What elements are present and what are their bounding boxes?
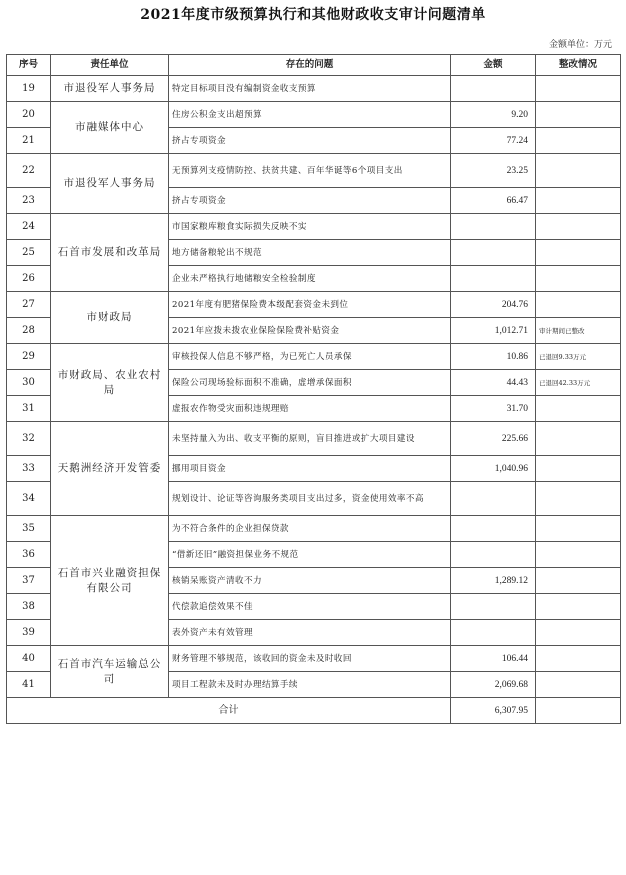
issue-text: 市国家粮库粮食实际损失反映不实 — [169, 214, 451, 240]
row-number: 25 — [7, 240, 51, 266]
table-row — [7, 292, 621, 318]
issue-text: 企业未严格执行地储粮安全检验制度 — [169, 266, 451, 292]
table-row — [7, 102, 621, 128]
rectification-status — [536, 516, 621, 542]
amount-value: 9.20 — [451, 102, 536, 128]
issue-text: 为不符合条件的企业担保贷款 — [169, 516, 451, 542]
rectification-status — [536, 102, 621, 128]
header-amount: 金额 — [451, 55, 536, 76]
rectification-status — [536, 188, 621, 214]
rectification-status — [536, 76, 621, 102]
amount-value — [451, 240, 536, 266]
issue-text: 审核投保人信息不够严格，为已死亡人员承保 — [169, 344, 451, 370]
row-number: 39 — [7, 620, 51, 646]
rectification-status — [536, 292, 621, 318]
rectification-status — [536, 456, 621, 482]
rectification-status — [536, 646, 621, 672]
issue-text: 核销呆账资产清收不力 — [169, 568, 451, 594]
responsible-unit: 石首市兴业融资担保有限公司 — [51, 516, 169, 646]
issue-text: 项目工程款未及时办理结算手续 — [169, 672, 451, 698]
rectification-status: 已退回42.33万元 — [536, 370, 621, 396]
issue-text: 2021年度有肥猪保险费本级配套资金未到位 — [169, 292, 451, 318]
amount-value — [451, 214, 536, 240]
amount-value: 1,012.71 — [451, 318, 536, 344]
issue-text: 挤占专项资金 — [169, 128, 451, 154]
total-row — [7, 698, 621, 724]
row-number: 38 — [7, 594, 51, 620]
row-number: 34 — [7, 482, 51, 516]
total-label: 合计 — [7, 698, 451, 724]
amount-value — [451, 76, 536, 102]
issue-text: 挤占专项资金 — [169, 188, 451, 214]
issue-text: 住房公积金支出超预算 — [169, 102, 451, 128]
responsible-unit: 石首市发展和改革局 — [51, 214, 169, 292]
responsible-unit: 石首市汽车运输总公司 — [51, 646, 169, 698]
rectification-status — [536, 568, 621, 594]
responsible-unit: 市财政局、农业农村局 — [51, 344, 169, 422]
amount-value — [451, 266, 536, 292]
rectification-status — [536, 594, 621, 620]
total-amount: 6,307.95 — [451, 698, 536, 724]
issue-text: 特定目标项目没有编制资金收支预算 — [169, 76, 451, 102]
issue-text: 保险公司现场验标面积不准确，虚增承保面积 — [169, 370, 451, 396]
row-number: 37 — [7, 568, 51, 594]
rectification-status — [536, 542, 621, 568]
issue-text: 挪用项目资金 — [169, 456, 451, 482]
responsible-unit: 天鹅洲经济开发管委 — [51, 422, 169, 516]
table-body — [7, 76, 621, 698]
responsible-unit: 市退役军人事务局 — [51, 154, 169, 214]
issue-text: 地方储备粮轮出不规范 — [169, 240, 451, 266]
issue-text: 规划设计、论证等咨询服务类项目支出过多，资金使用效率不高 — [169, 482, 451, 516]
table-row — [7, 76, 621, 102]
issue-text: 无预算列支疫情防控、扶贫共建、百年华诞等6个项目支出 — [169, 154, 451, 188]
issue-text: 表外资产未有效管理 — [169, 620, 451, 646]
unit-note: 金额单位：万元 — [548, 40, 612, 50]
rectification-status — [536, 214, 621, 240]
rectification-status — [536, 672, 621, 698]
rectification-status — [536, 482, 621, 516]
amount-value: 10.86 — [451, 344, 536, 370]
amount-value: 1,040.96 — [451, 456, 536, 482]
row-number: 22 — [7, 154, 51, 188]
row-number: 32 — [7, 422, 51, 456]
amount-value: 66.47 — [451, 188, 536, 214]
table-header-row — [7, 55, 621, 76]
header-unit: 责任单位 — [51, 55, 169, 76]
rectification-status — [536, 266, 621, 292]
table-row — [7, 344, 621, 370]
table-row — [7, 154, 621, 188]
total-status — [536, 698, 621, 724]
rectification-status — [536, 240, 621, 266]
amount-value — [451, 594, 536, 620]
amount-value: 204.76 — [451, 292, 536, 318]
amount-value: 106.44 — [451, 646, 536, 672]
row-number: 35 — [7, 516, 51, 542]
row-number: 21 — [7, 128, 51, 154]
amount-value: 1,289.12 — [451, 568, 536, 594]
table-row — [7, 422, 621, 456]
amount-value: 44.43 — [451, 370, 536, 396]
rectification-status — [536, 154, 621, 188]
row-number: 20 — [7, 102, 51, 128]
rectification-status — [536, 396, 621, 422]
amount-value: 225.66 — [451, 422, 536, 456]
row-number: 31 — [7, 396, 51, 422]
row-number: 26 — [7, 266, 51, 292]
amount-value: 77.24 — [451, 128, 536, 154]
amount-value — [451, 516, 536, 542]
row-number: 40 — [7, 646, 51, 672]
issue-text: “借新还旧”融资担保业务不规范 — [169, 542, 451, 568]
table-row — [7, 214, 621, 240]
responsible-unit: 市退役军人事务局 — [51, 76, 169, 102]
amount-value — [451, 482, 536, 516]
issue-text: 代偿款追偿效果不佳 — [169, 594, 451, 620]
table-row — [7, 516, 621, 542]
issue-text: 未坚持量入为出、收支平衡的原则，盲目推进或扩大项目建设 — [169, 422, 451, 456]
amount-value — [451, 542, 536, 568]
amount-value: 31.70 — [451, 396, 536, 422]
issue-text: 2021年应拨未拨农业保险保险费补贴资金 — [169, 318, 451, 344]
row-number: 30 — [7, 370, 51, 396]
row-number: 23 — [7, 188, 51, 214]
rectification-status — [536, 128, 621, 154]
document-title: 2021年度市级预算执行和其他财政收支审计问题清单 — [140, 7, 486, 23]
row-number: 28 — [7, 318, 51, 344]
header-no: 序号 — [7, 55, 51, 76]
rectification-status — [536, 620, 621, 646]
header-status: 整改情况 — [536, 55, 621, 76]
rectification-status: 审计期间已整改 — [536, 318, 621, 344]
audit-issues-table — [6, 54, 621, 724]
rectification-status: 已退回9.33万元 — [536, 344, 621, 370]
row-number: 41 — [7, 672, 51, 698]
table-row — [7, 646, 621, 672]
row-number: 19 — [7, 76, 51, 102]
amount-value: 2,069.68 — [451, 672, 536, 698]
rectification-status — [536, 422, 621, 456]
row-number: 29 — [7, 344, 51, 370]
responsible-unit: 市财政局 — [51, 292, 169, 344]
header-issue: 存在的问题 — [169, 55, 451, 76]
issue-text: 虚报农作物受灾面积违规理赔 — [169, 396, 451, 422]
amount-value: 23.25 — [451, 154, 536, 188]
responsible-unit: 市融媒体中心 — [51, 102, 169, 154]
row-number: 27 — [7, 292, 51, 318]
row-number: 36 — [7, 542, 51, 568]
row-number: 24 — [7, 214, 51, 240]
row-number: 33 — [7, 456, 51, 482]
amount-value — [451, 620, 536, 646]
issue-text: 财务管理不够规范，该收回的资金未及时收回 — [169, 646, 451, 672]
